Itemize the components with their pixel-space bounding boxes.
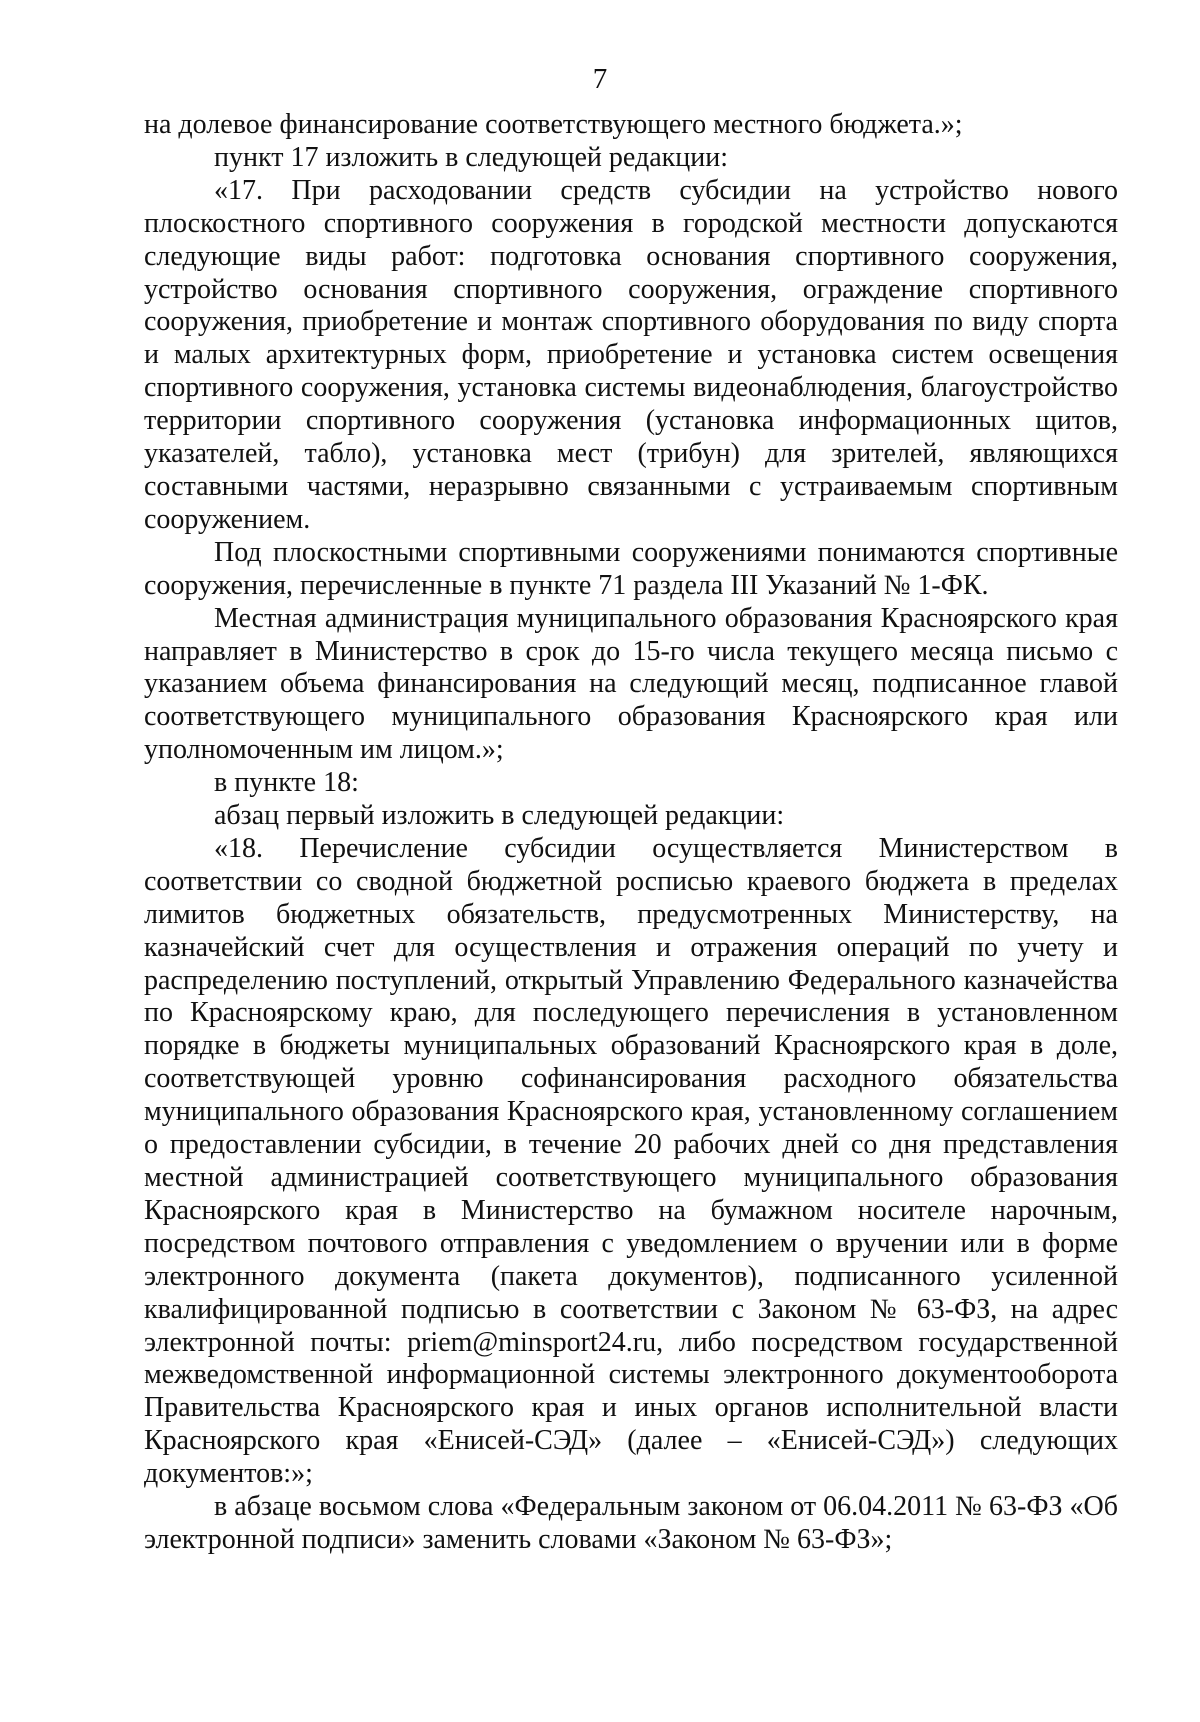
paragraph: Местная администрация муниципального образования Красноярского края направляет в Министерство в срок до 15-го числа текущего месяца письмо с указанием объема финансирования на следующий месяц, подписанное главой соответствующего муниципального образования Красноярского края или уполномоченным им лицом.»; xyxy=(144,602,1118,766)
paragraph: в абзаце восьмом слова «Федеральным законом от 06.04.2011 № 63-ФЗ «Об электронной подписи» заменить словами «Законом № 63-ФЗ»; xyxy=(144,1491,1118,1555)
paragraph: в пункте 18: xyxy=(214,767,359,799)
paragraph: абзац первый изложить в следующей редакции: xyxy=(214,800,785,832)
paragraph: «17. При расходовании средств субсидии на устройство нового плоскостного спортивного сооружения в городской местности допускаются следующие виды работ: подготовка основания спортивного сооружения, устройство основания спортивного сооружения, ограждение спортивного сооружения, приобретение и монтаж спортивного оборудования по виду спорта и малых архитектурных форм, приобретение и установка систем освещения спортивного сооружения, установка системы видеонаблюдения, благоустройство территории спортивного сооружения (установка информационных щитов, указателей, табло), установка мест (трибун) для зрителей, являющихся составными частями, неразрывно связанными с устраиваемым спортивным сооружением. xyxy=(144,174,1118,535)
document-body xyxy=(144,109,1118,1557)
page-number: 7 xyxy=(592,63,608,95)
paragraph: пункт 17 изложить в следующей редакции: xyxy=(214,141,728,173)
paragraph: на долевое финансирование соответствующего местного бюджета.»; xyxy=(144,109,963,140)
paragraph: Под плоскостными спортивными сооружениями понимаются спортивные сооружения, перечисленные в пункте 71 раздела III Указаний № 1-ФК. xyxy=(144,536,1118,601)
paragraph: «18. Перечисление субсидии осуществляется Министерством в соответствии со сводной бюджетной росписью краевого бюджета в пределах лимитов бюджетных обязательств, предусмотренных Министерству, на казначейский счет для осуществления и отражения операций по учету и распределению поступлений, открытый Управлению Федерального казначейства по Красноярскому краю, для последующего перечисления в установленном порядке в бюджеты муниципальных образований Красноярского края в доле, соответствующей уровню софинансирования расходного обязательства муниципального образования Красноярского края, установленному соглашением о предоставлении субсидии, в течение 20 рабочих дней со дня представления местной администрацией соответствующего муниципального образования Красноярского края в Министерство на бумажном носителе нарочным, посредством почтового отправления с уведомлением о вручении или в форме электронного документа (пакета документов), подписанного усиленной квалифицированной подписью в соответствии с Законом № 63-ФЗ, на адрес электронной почты: priem@minsport24.ru, либо посредством государственной межведомственной информационной системы электронного документооборота Правительства Красноярского края и иных органов исполнительной власти Красноярского края «Енисей-СЭД» (далее – «Енисей-СЭД») следующих документов:»; xyxy=(144,832,1118,1490)
